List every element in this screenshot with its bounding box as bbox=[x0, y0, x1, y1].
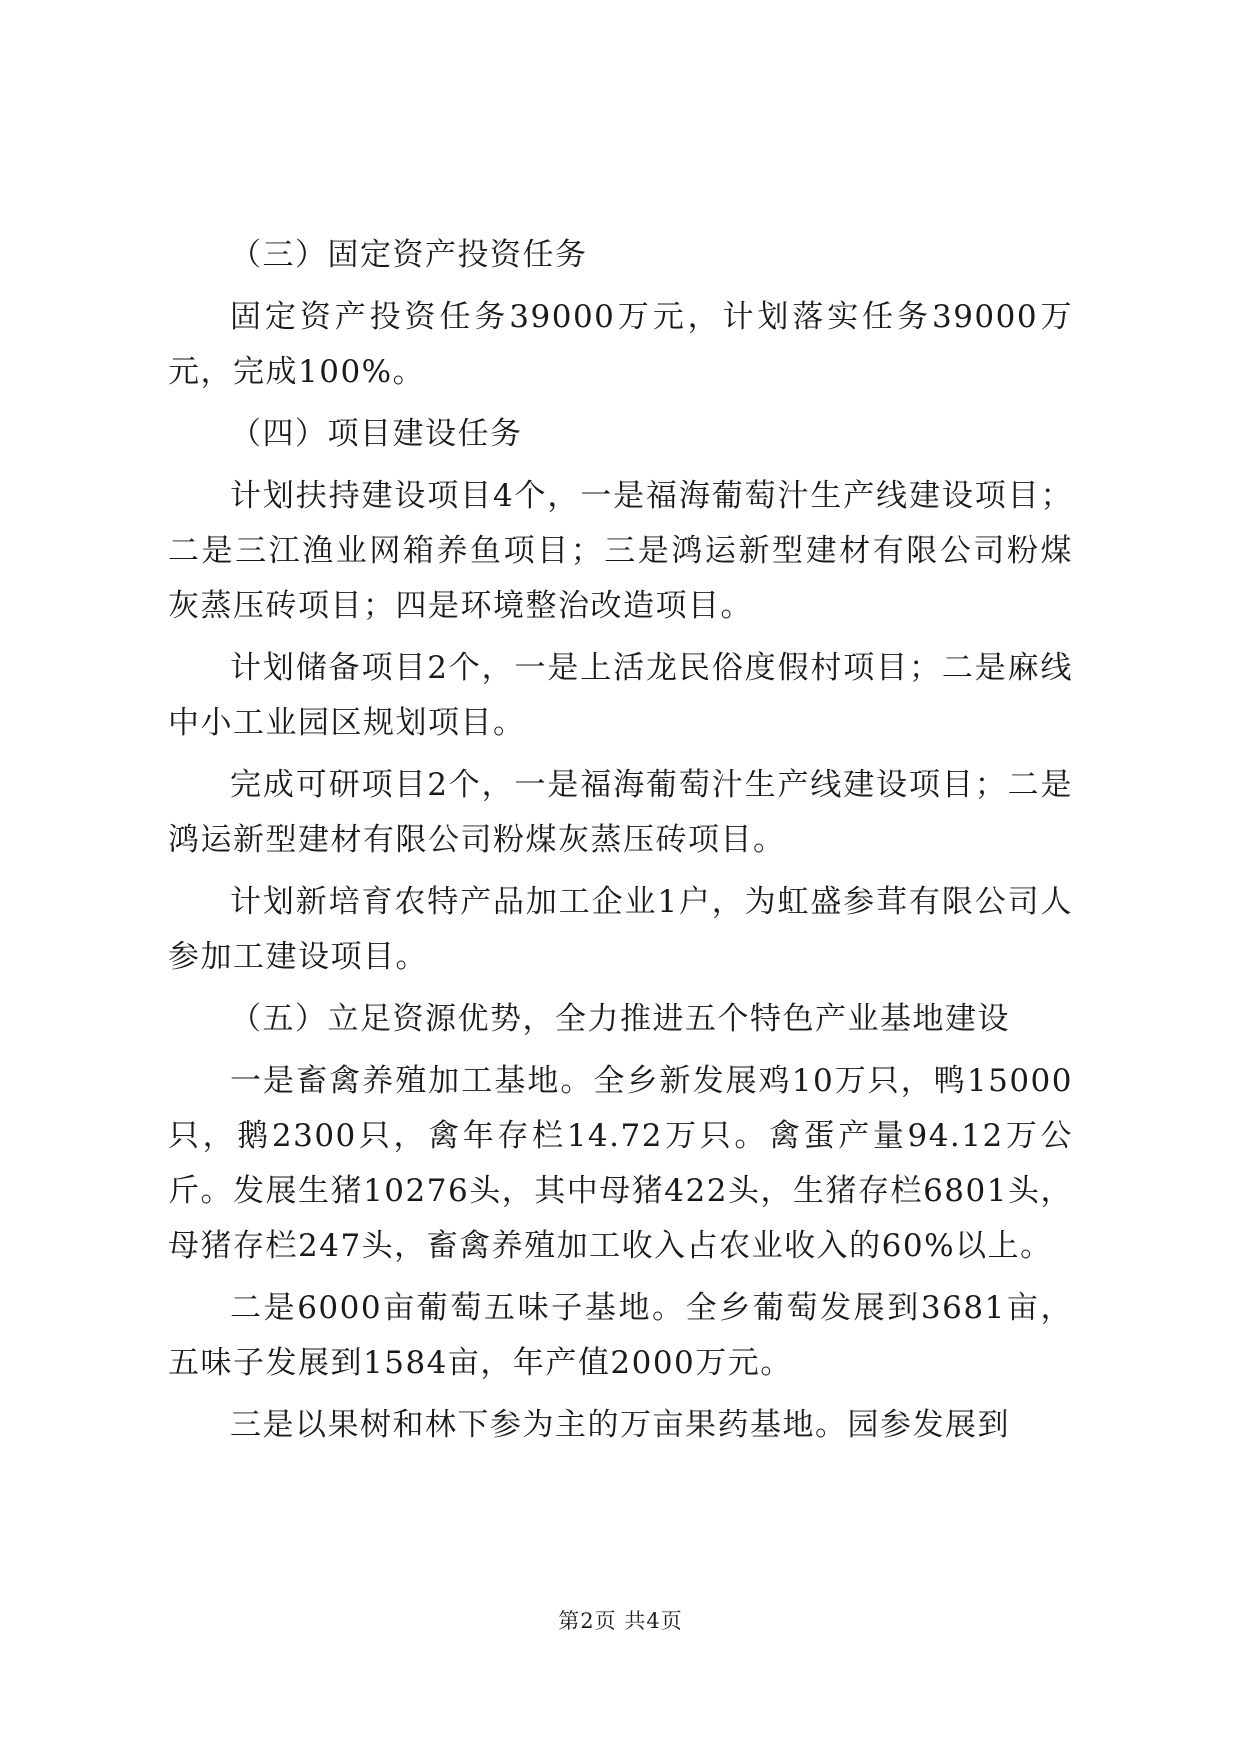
page-number-footer: 第2页 共4页 bbox=[558, 1609, 683, 1633]
document-body bbox=[168, 228, 1073, 1460]
paragraph: 二是6000亩葡萄五味子基地。全乡葡萄发展到3681亩，五味子发展到1584亩，年产值2000万元。 bbox=[168, 1290, 1073, 1381]
section-heading-4: （四）项目建设任务 bbox=[230, 416, 523, 452]
paragraph: 计划储备项目2个，一是上活龙民俗度假村项目；二是麻线中小工业园区规划项目。 bbox=[168, 650, 1073, 741]
paragraph: 三是以果树和林下参为主的万亩果药基地。园参发展到 bbox=[230, 1407, 1010, 1443]
section-heading-3: （三）固定资产投资任务 bbox=[230, 237, 588, 273]
section-heading-5: （五）立足资源优势，全力推进五个特色产业基地建设 bbox=[230, 1001, 1010, 1037]
paragraph: 计划新培育农特产品加工企业1户，为虹盛参茸有限公司人参加工建设项目。 bbox=[168, 884, 1073, 975]
paragraph: 一是畜禽养殖加工基地。全乡新发展鸡10万只，鸭15000只，鹅2300只，禽年存栏14.72万只。禽蛋产量94.12万公斤。发展生猪10276头，其中母猪422头，生猪存栏6801头，母猪存栏247头，畜禽养殖加工收入占农业收入的60%以上。 bbox=[168, 1063, 1073, 1264]
paragraph: 计划扶持建设项目4个，一是福海葡萄汁生产线建设项目；二是三江渔业网箱养鱼项目；三是鸿运新型建材有限公司粉煤灰蒸压砖项目；四是环境整治改造项目。 bbox=[168, 478, 1073, 624]
paragraph: 完成可研项目2个，一是福海葡萄汁生产线建设项目；二是鸿运新型建材有限公司粉煤灰蒸压砖项目。 bbox=[168, 767, 1073, 858]
paragraph: 固定资产投资任务39000万元，计划落实任务39000万元，完成100%。 bbox=[168, 299, 1073, 390]
